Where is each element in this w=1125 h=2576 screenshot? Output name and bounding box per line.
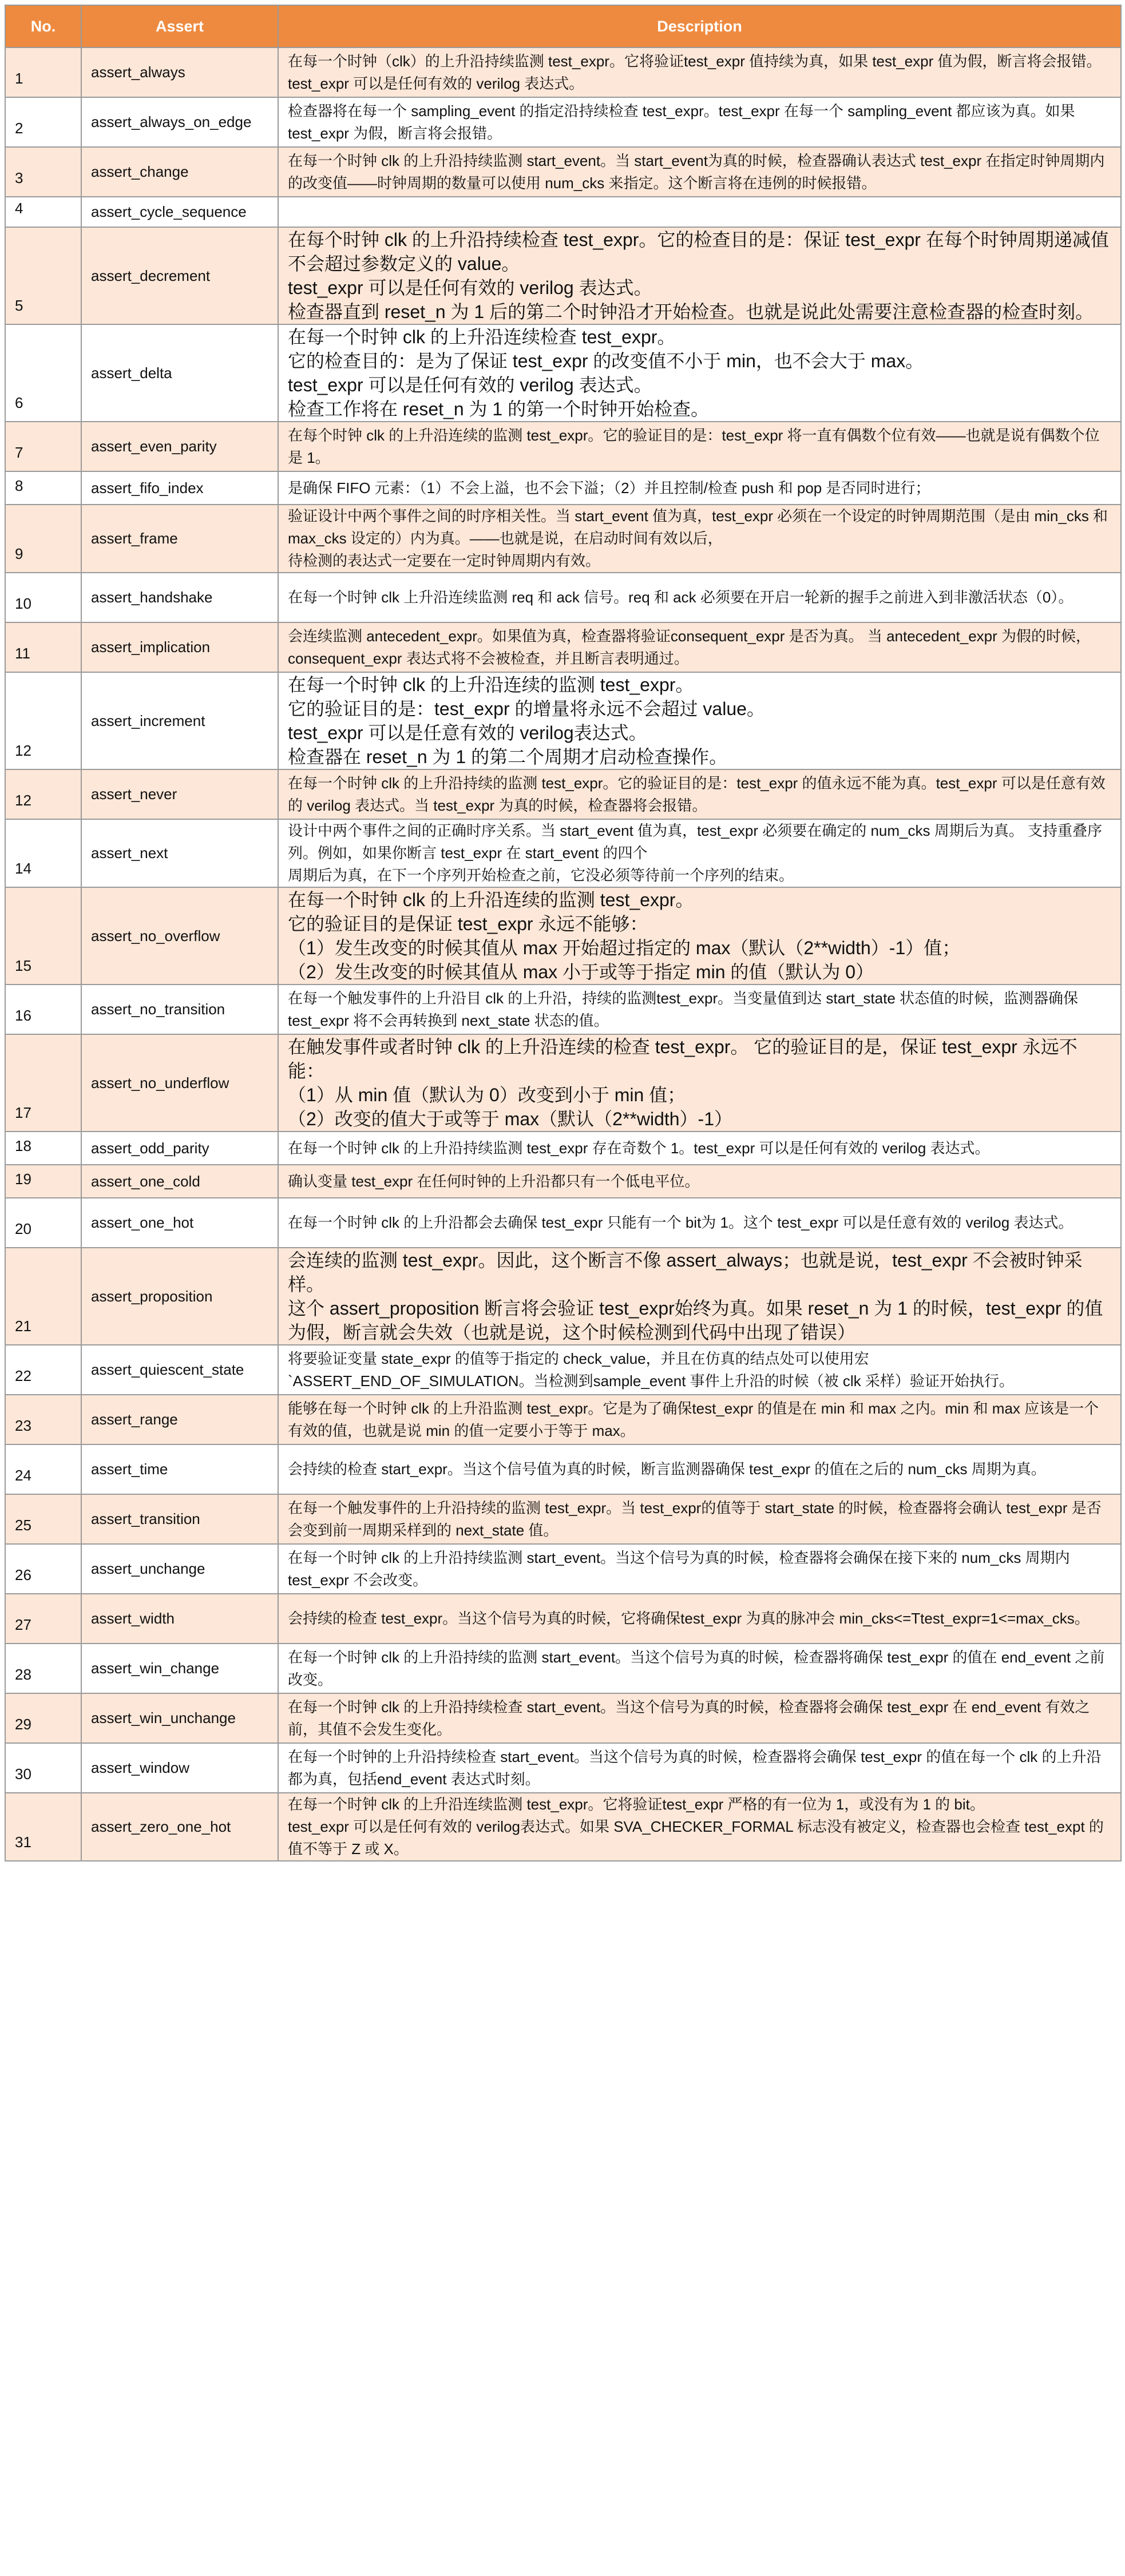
assert-description: 在触发事件或者时钟 clk 的上升沿连续的检查 test_expr。 它的验证目的是，保证 test_expr 永远不能： （1）从 min 值（默认为 0）改变到小于 min 值； （2）改变的值大于或等于 max（默认（2**width）-1） — [278, 1034, 1121, 1132]
assert-description: 能够在每一个时钟 clk 的上升沿监测 test_expr。它是为了确保test_expr 的值是在 min 和 max 之内。min 和 max 应该是一个有效的值，也就是说 min 的值一定要小于等于 max。 — [278, 1395, 1121, 1444]
assert-name: assert_frame — [81, 505, 278, 573]
assert-description: 确认变量 test_expr 在任何时钟的上升沿都只有一个低电平位。 — [278, 1165, 1121, 1198]
table-row — [5, 1644, 1121, 1693]
row-number: 24 — [5, 1444, 81, 1494]
assert-description: 在每一个时钟 clk 上升沿连续监测 req 和 ack 信号。req 和 ack 必须要在开启一轮新的握手之前进入到非激活状态（0）。 — [278, 573, 1121, 622]
table-row — [5, 197, 1121, 227]
table-body — [5, 47, 1121, 1861]
assert-description: 在每一个时钟 clk 的上升沿连续的监测 test_expr。 它的验证目的是：test_expr 的增量将永远不会超过 value。 test_expr 可以是任意有效的 verilog表达式。 检查器在 reset_n 为 1 的第二个周期才启动检查操作。 — [278, 672, 1121, 769]
assert-description: 在每一个时钟 clk 的上升沿连续的监测 test_expr。 它的验证目的是保证 test_expr 永远不能够： （1）发生改变的时候其值从 max 开始超过指定的 max（默认（2**width）-1）值； （2）发生改变的时候其值从 max 小于或等于指定 min 的值（默认为 0） — [278, 887, 1121, 985]
assert-description: 会持续的检查 start_expr。当这个信号值为真的时候，断言监测器确保 test_expr 的值在之后的 num_cks 周期为真。 — [278, 1444, 1121, 1494]
assert-name: assert_decrement — [81, 227, 278, 324]
row-number: 22 — [5, 1345, 81, 1395]
assert-description: 在每一个时钟 clk 的上升沿都会去确保 test_expr 只能有一个 bit为 1。这个 test_expr 可以是任意有效的 verilog 表达式。 — [278, 1198, 1121, 1248]
table-row — [5, 1693, 1121, 1743]
table-row — [5, 1594, 1121, 1644]
row-number: 3 — [5, 147, 81, 197]
assert-description: 会连续的监测 test_expr。因此，这个断言不像 assert_always；也就是说，test_expr 不会被时钟采样。 这个 assert_proposition 断言将会验证 test_expr始终为真。如果 reset_n 为 1 的时候，test_expr 的值为假，断言就会失效（也就是说，这个时候检测到代码中出现了错误） — [278, 1248, 1121, 1345]
assert-name: assert_zero_one_hot — [81, 1793, 278, 1861]
table-row — [5, 1165, 1121, 1198]
assert-name: assert_implication — [81, 622, 278, 672]
assert-name: assert_window — [81, 1743, 278, 1793]
table-row — [5, 147, 1121, 197]
assert-description: 将要验证变量 state_expr 的值等于指定的 check_value，并且在仿真的结点处可以使用宏 `ASSERT_END_OF_SIMULATION。当检测到sample_event 事件上升沿的时候（被 clk 采样）验证开始执行。 — [278, 1345, 1121, 1395]
assert-description: 在每一个时钟 clk 的上升沿连续监测 test_expr。它将验证test_expr 严格的有一位为 1，或没有为 1 的 bit。 test_expr 可以是任何有效的 verilog表达式。如果 SVA_CHECKER_FORMAL 标志没有被定义，检查器也会检查 test_expt 的值不等于 Z 或 X。 — [278, 1793, 1121, 1861]
assert-table — [5, 5, 1122, 1861]
table-row — [5, 227, 1121, 324]
assert-name: assert_transition — [81, 1494, 278, 1544]
assert-description: 设计中两个事件之间的正确时序关系。当 start_event 值为真，test_expr 必须要在确定的 num_cks 周期后为真。 支持重叠序列。例如，如果你断言 test_expr 在 start_event 的四个 周期后为真，在下一个序列开始检查之前，它没必须等待前一个序列的结束。 — [278, 819, 1121, 887]
row-number: 9 — [5, 505, 81, 573]
row-number: 19 — [5, 1165, 81, 1198]
row-number: 4 — [5, 197, 81, 227]
table-row — [5, 324, 1121, 422]
row-number: 8 — [5, 471, 81, 505]
row-number: 27 — [5, 1594, 81, 1644]
table-row — [5, 1494, 1121, 1544]
row-number: 12 — [5, 769, 81, 819]
row-number: 1 — [5, 47, 81, 97]
assert-description: 在每一个时钟 clk 的上升沿持续检查 start_event。当这个信号为真的时候，检查器将会确保 test_expr 在 end_event 有效之前，其值不会发生变化。 — [278, 1693, 1121, 1743]
row-number: 16 — [5, 985, 81, 1034]
row-number: 11 — [5, 622, 81, 672]
table-row — [5, 622, 1121, 672]
row-number: 29 — [5, 1693, 81, 1743]
row-number: 21 — [5, 1248, 81, 1345]
table-row — [5, 1198, 1121, 1248]
assert-description: 在每个时钟 clk 的上升沿连续的监测 test_expr。它的验证目的是：test_expr 将一直有偶数个位有效——也就是说有偶数个位是 1。 — [278, 422, 1121, 471]
assert-name: assert_one_cold — [81, 1165, 278, 1198]
table-row — [5, 769, 1121, 819]
assert-name: assert_delta — [81, 324, 278, 422]
table-row — [5, 1444, 1121, 1494]
row-number: 14 — [5, 819, 81, 887]
assert-description: 在每一个触发事件的上升沿持续的监测 test_expr。当 test_expr的值等于 start_state 的时候，检查器将会确认 test_expr 是否会变到前一周期采样到的 next_state 值。 — [278, 1494, 1121, 1544]
assert-name: assert_time — [81, 1444, 278, 1494]
assert-description: 在每一个时钟 clk 的上升沿持续监测 start_event。当这个信号为真的时候，检查器将会确保在接下来的 num_cks 周期内 test_expr 不会改变。 — [278, 1544, 1121, 1594]
row-number: 2 — [5, 97, 81, 147]
assert-description — [278, 197, 1121, 227]
assert-name: assert_win_change — [81, 1644, 278, 1693]
table-header-row — [5, 5, 1121, 47]
assert-description: 在每一个时钟 clk 的上升沿持续监测 test_expr 存在奇数个 1。test_expr 可以是任何有效的 verilog 表达式。 — [278, 1132, 1121, 1165]
row-number: 31 — [5, 1793, 81, 1861]
row-number: 25 — [5, 1494, 81, 1544]
assert-name: assert_odd_parity — [81, 1132, 278, 1165]
table-row — [5, 887, 1121, 985]
assert-table-container — [5, 5, 1120, 1861]
assert-name: assert_handshake — [81, 573, 278, 622]
table-row — [5, 1793, 1121, 1861]
assert-name: assert_quiescent_state — [81, 1345, 278, 1395]
assert-name: assert_range — [81, 1395, 278, 1444]
assert-name: assert_even_parity — [81, 422, 278, 471]
row-number: 10 — [5, 573, 81, 622]
table-row — [5, 1132, 1121, 1165]
assert-description: 在每一个时钟的上升沿持续检查 start_event。当这个信号为真的时候，检查器将会确保 test_expr 的值在每一个 clk 的上升沿都为真，包括end_event 表达式时刻。 — [278, 1743, 1121, 1793]
row-number: 7 — [5, 422, 81, 471]
assert-name: assert_proposition — [81, 1248, 278, 1345]
row-number: 5 — [5, 227, 81, 324]
assert-description: 在每一个时钟（clk）的上升沿持续监测 test_expr。它将验证test_expr 值持续为真，如果 test_expr 值为假，断言将会报错。test_expr 可以是任何有效的 verilog 表达式。 — [278, 47, 1121, 97]
assert-description: 是确保 FIFO 元素：（1）不会上溢，也不会下溢；（2）并且控制/检查 push 和 pop 是否同时进行； — [278, 471, 1121, 505]
assert-description: 在每一个时钟 clk 的上升沿连续检查 test_expr。 它的检查目的：是为了保证 test_expr 的改变值不小于 min，也不会大于 max。 test_expr 可以是任何有效的 verilog 表达式。 检查工作将在 reset_n 为 1 的第一个时钟开始检查。 — [278, 324, 1121, 422]
table-row — [5, 97, 1121, 147]
table-row — [5, 1743, 1121, 1793]
row-number: 30 — [5, 1743, 81, 1793]
row-number: 28 — [5, 1644, 81, 1693]
table-row — [5, 985, 1121, 1034]
row-number: 23 — [5, 1395, 81, 1444]
assert-name: assert_cycle_sequence — [81, 197, 278, 227]
assert-name: assert_always_on_edge — [81, 97, 278, 147]
table-row — [5, 471, 1121, 505]
table-row — [5, 1034, 1121, 1132]
assert-name: assert_next — [81, 819, 278, 887]
assert-name: assert_one_hot — [81, 1198, 278, 1248]
assert-description: 会持续的检查 test_expr。当这个信号为真的时候，它将确保test_expr 为真的脉冲会 min_cks<=Ttest_expr=1<=max_cks。 — [278, 1594, 1121, 1644]
row-number: 18 — [5, 1132, 81, 1165]
row-number: 20 — [5, 1198, 81, 1248]
header-no: No. — [5, 5, 81, 47]
table-row — [5, 819, 1121, 887]
table-row — [5, 672, 1121, 769]
row-number: 15 — [5, 887, 81, 985]
header-description: Description — [278, 5, 1121, 47]
table-row — [5, 505, 1121, 573]
table-row — [5, 47, 1121, 97]
row-number: 6 — [5, 324, 81, 422]
assert-description: 会连续监测 antecedent_expr。如果值为真，检查器将验证consequent_expr 是否为真。 当 antecedent_expr 为假的时候，consequent_expr 表达式将不会被检查，并且断言表明通过。 — [278, 622, 1121, 672]
assert-name: assert_change — [81, 147, 278, 197]
row-number: 12 — [5, 672, 81, 769]
assert-description: 检查器将在每一个 sampling_event 的指定沿持续检查 test_expr。test_expr 在每一个 sampling_event 都应该为真。如果 test_expr 为假，断言将会报错。 — [278, 97, 1121, 147]
table-row — [5, 573, 1121, 622]
assert-name: assert_fifo_index — [81, 471, 278, 505]
assert-description: 验证设计中两个事件之间的时序相关性。当 start_event 值为真，test_expr 必须在一个设定的时钟周期范围（是由 min_cks 和 max_cks 设定的）内为真。——也就是说，在启动时间有效以后， 待检测的表达式一定要在一定时钟周期内有效。 — [278, 505, 1121, 573]
assert-name: assert_no_overflow — [81, 887, 278, 985]
table-row — [5, 422, 1121, 471]
assert-name: assert_never — [81, 769, 278, 819]
table-row — [5, 1395, 1121, 1444]
assert-name: assert_no_transition — [81, 985, 278, 1034]
row-number: 17 — [5, 1034, 81, 1132]
assert-description: 在每一个时钟 clk 的上升沿持续的监测 start_event。当这个信号为真的时候，检查器将确保 test_expr 的值在 end_event 之前改变。 — [278, 1644, 1121, 1693]
assert-name: assert_width — [81, 1594, 278, 1644]
assert-name: assert_increment — [81, 672, 278, 769]
assert-name: assert_win_unchange — [81, 1693, 278, 1743]
assert-description: 在每一个触发事件的上升沿目 clk 的上升沿，持续的监测test_expr。当变量值到达 start_state 状态值的时候，监测器确保 test_expr 将不会再转换到 next_state 状态的值。 — [278, 985, 1121, 1034]
table-row — [5, 1345, 1121, 1395]
assert-name: assert_always — [81, 47, 278, 97]
assert-description: 在每个时钟 clk 的上升沿持续检查 test_expr。它的检查目的是：保证 test_expr 在每个时钟周期递减值不会超过参数定义的 value。 test_expr 可以是任何有效的 verilog 表达式。 检查器直到 reset_n 为 1 后的第二个时钟沿才开始检查。也就是说此处需要注意检查器的检查时刻。 — [278, 227, 1121, 324]
row-number: 26 — [5, 1544, 81, 1594]
table-row — [5, 1544, 1121, 1594]
assert-name: assert_no_underflow — [81, 1034, 278, 1132]
header-assert: Assert — [81, 5, 278, 47]
assert-description: 在每一个时钟 clk 的上升沿持续监测 start_event。当 start_event为真的时候，检查器确认表达式 test_expr 在指定时钟周期内的改变值——时钟周期的数量可以使用 num_cks 来指定。这个断言将在违例的时候报错。 — [278, 147, 1121, 197]
table-row — [5, 1248, 1121, 1345]
assert-description: 在每一个时钟 clk 的上升沿持续的监测 test_expr。它的验证目的是：test_expr 的值永远不能为真。test_expr 可以是任意有效的 verilog 表达式。当 test_expr 为真的时候，检查器将会报错。 — [278, 769, 1121, 819]
assert-name: assert_unchange — [81, 1544, 278, 1594]
